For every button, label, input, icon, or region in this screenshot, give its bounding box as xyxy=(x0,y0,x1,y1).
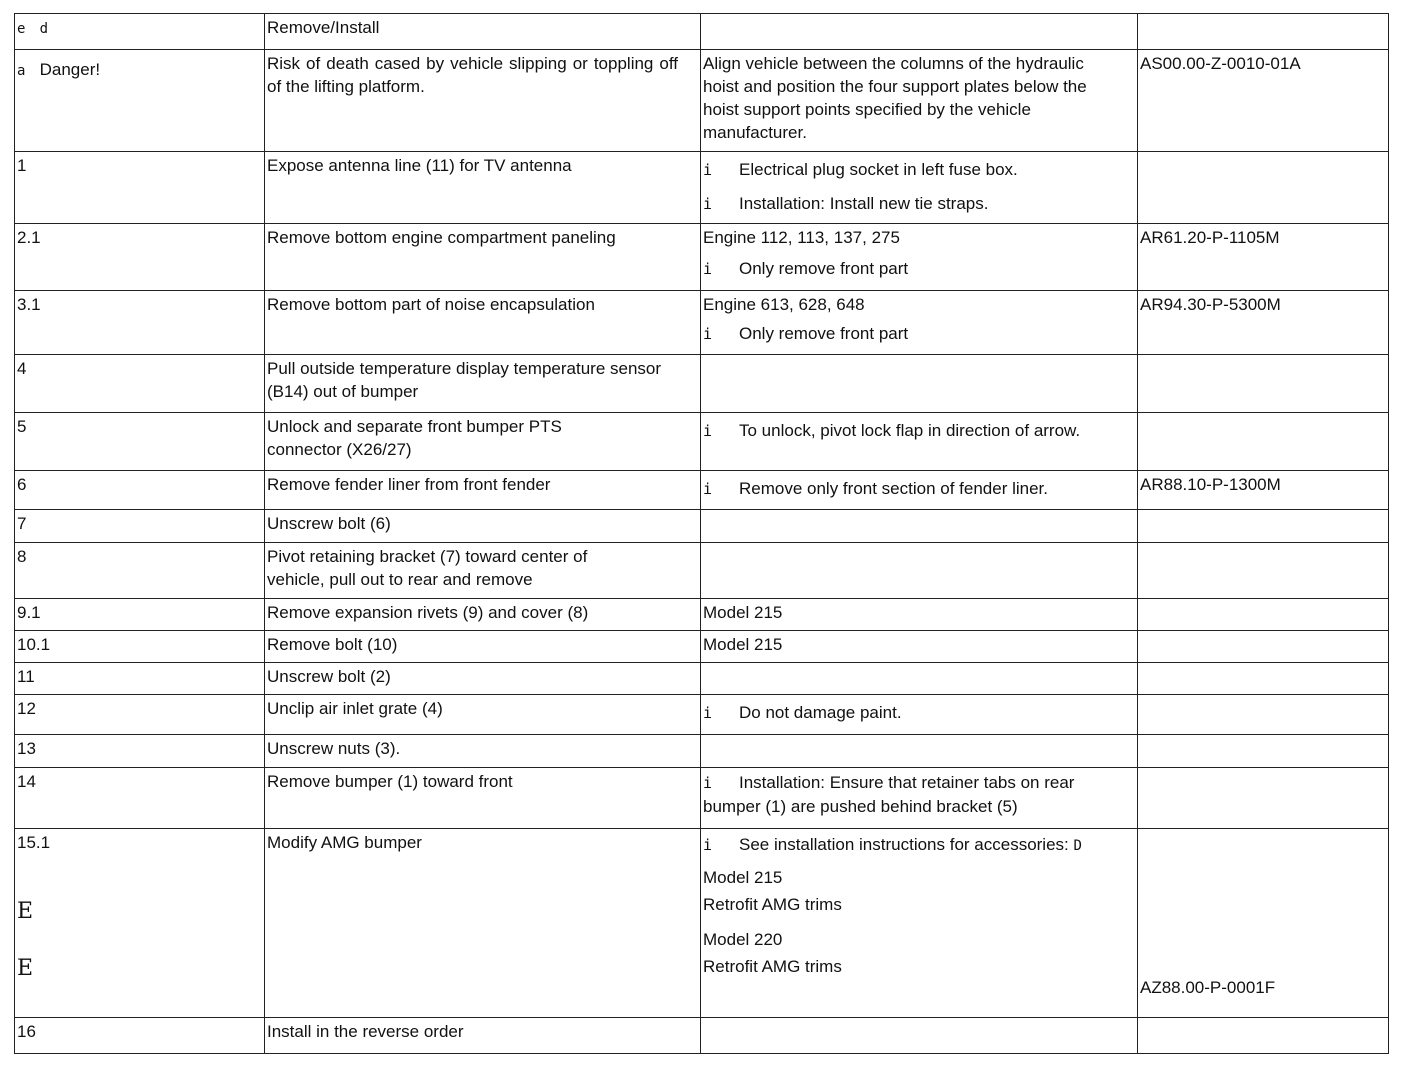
table-row xyxy=(15,631,1389,663)
info-icon: i xyxy=(703,260,713,278)
step-number: 5 xyxy=(15,413,265,471)
step-action: Remove bottom part of noise encapsulation xyxy=(265,291,701,355)
danger-instruction: Align vehicle between the columns of the hydraulic hoist and position the four support plates below the hoist support points specified by the vehicle manufacturer. xyxy=(701,50,1138,152)
step-number: 13 xyxy=(15,735,265,768)
header-symbol-e: e xyxy=(17,21,26,37)
condition: Model 215 xyxy=(701,631,1138,663)
step-number: 4 xyxy=(15,355,265,413)
step-reference: AR88.10-P-1300M xyxy=(1138,471,1389,510)
step-action: Remove expansion rivets (9) and cover (8) xyxy=(265,599,701,631)
table-row xyxy=(15,152,1389,224)
table-row xyxy=(15,735,1389,768)
table-row xyxy=(15,599,1389,631)
step-action: Remove fender liner from front fender xyxy=(265,471,701,510)
table-row xyxy=(15,663,1389,695)
condition: Engine 112, 113, 137, 275 xyxy=(703,228,900,247)
info-note: Do not damage paint. xyxy=(739,703,902,722)
step-action: Unclip air inlet grate (4) xyxy=(265,695,701,735)
step-number: 11 xyxy=(15,663,265,695)
step-action: Modify AMG bumper xyxy=(265,829,701,1018)
step-number: 10.1 xyxy=(15,631,265,663)
step-action: Unscrew bolt (6) xyxy=(265,510,701,543)
amg-row xyxy=(15,829,1389,1018)
info-note: i Electrical plug socket in left fuse box. xyxy=(703,158,1135,182)
header-title: Remove/Install xyxy=(265,14,701,50)
condition: Model 220 xyxy=(703,930,783,949)
step-number: 2.1 xyxy=(15,224,265,291)
retrofit-note: Retrofit AMG trims xyxy=(703,957,842,976)
step-reference: AR61.20-P-1105M xyxy=(1138,224,1389,291)
step-action: Expose antenna line (11) for TV antenna xyxy=(265,152,701,224)
step-number: 12 xyxy=(15,695,265,735)
step-number: 7 xyxy=(15,510,265,543)
table-row xyxy=(15,1018,1389,1054)
e-mark-icon: E xyxy=(17,956,34,981)
step-reference: AZ88.00-P-0001F xyxy=(1140,978,1276,997)
step-action: Unlock and separate front bumper PTS connector (X26/27) xyxy=(265,413,701,471)
step-number: 15.1 xyxy=(17,833,51,852)
step-action: Remove bumper (1) toward front xyxy=(265,768,701,829)
procedure-table xyxy=(14,13,1389,1054)
step-number: 8 xyxy=(15,543,265,599)
info-icon: i xyxy=(703,161,713,179)
step-reference: AR94.30-P-5300M xyxy=(1138,291,1389,355)
info-note: Installation: Ensure that retainer tabs on rear bumper (1) are pushed behind bracket (5) xyxy=(703,773,1075,816)
step-number: 16 xyxy=(15,1018,265,1054)
danger-icon: a xyxy=(17,63,26,79)
step-number: 1 xyxy=(15,152,265,224)
step-number: 3.1 xyxy=(15,291,265,355)
table-row xyxy=(15,413,1389,471)
step-action: Pivot retaining bracket (7) toward center of vehicle, pull out to rear and remove xyxy=(265,543,701,599)
danger-label: Danger! xyxy=(39,60,101,79)
info-icon: i xyxy=(703,836,713,854)
header-symbol-d: d xyxy=(39,21,49,37)
step-action: Install in the reverse order xyxy=(265,1018,701,1054)
info-note: To unlock, pivot lock flap in direction of arrow. xyxy=(739,421,1081,440)
danger-risk: Risk of death cased by vehicle slipping or toppling off of the lifting platform. xyxy=(265,50,701,152)
info-note: i Only remove front part xyxy=(703,322,1135,346)
info-icon: i xyxy=(703,774,713,792)
table-row xyxy=(15,291,1389,355)
e-mark-icon: E xyxy=(17,899,34,924)
condition: Model 215 xyxy=(703,868,783,887)
step-number: 9.1 xyxy=(15,599,265,631)
info-note: i See installation instructions for accessories: D xyxy=(703,833,1135,858)
step-action: Remove bottom engine compartment paneling xyxy=(265,224,701,291)
condition: Model 215 xyxy=(701,599,1138,631)
condition: Engine 613, 628, 648 xyxy=(703,295,865,314)
document-icon: D xyxy=(1073,838,1082,854)
step-number: 14 xyxy=(15,768,265,829)
step-action: Unscrew bolt (2) xyxy=(265,663,701,695)
step-number: 6 xyxy=(15,471,265,510)
info-icon: i xyxy=(703,195,713,213)
danger-reference: AS00.00-Z-0010-01A xyxy=(1138,50,1389,152)
info-icon: i xyxy=(703,422,713,440)
table-row xyxy=(15,543,1389,599)
step-action: Remove bolt (10) xyxy=(265,631,701,663)
table-row xyxy=(15,768,1389,829)
table-row xyxy=(15,510,1389,543)
info-note: i Installation: Install new tie straps. xyxy=(703,192,1135,216)
table-row xyxy=(15,224,1389,291)
info-icon: i xyxy=(703,704,713,722)
table-row xyxy=(15,471,1389,510)
retrofit-note: Retrofit AMG trims xyxy=(703,895,842,914)
danger-row xyxy=(15,50,1389,152)
info-note: i Only remove front part xyxy=(703,257,1135,281)
step-action: Pull outside temperature display temperature sensor (B14) out of bumper xyxy=(265,355,701,413)
step-action: Unscrew nuts (3). xyxy=(265,735,701,768)
table-row xyxy=(15,355,1389,413)
info-icon: i xyxy=(703,480,713,498)
table-row xyxy=(15,14,1389,50)
info-note: Remove only front section of fender liner. xyxy=(739,479,1048,498)
table-row xyxy=(15,695,1389,735)
info-icon: i xyxy=(703,325,713,343)
